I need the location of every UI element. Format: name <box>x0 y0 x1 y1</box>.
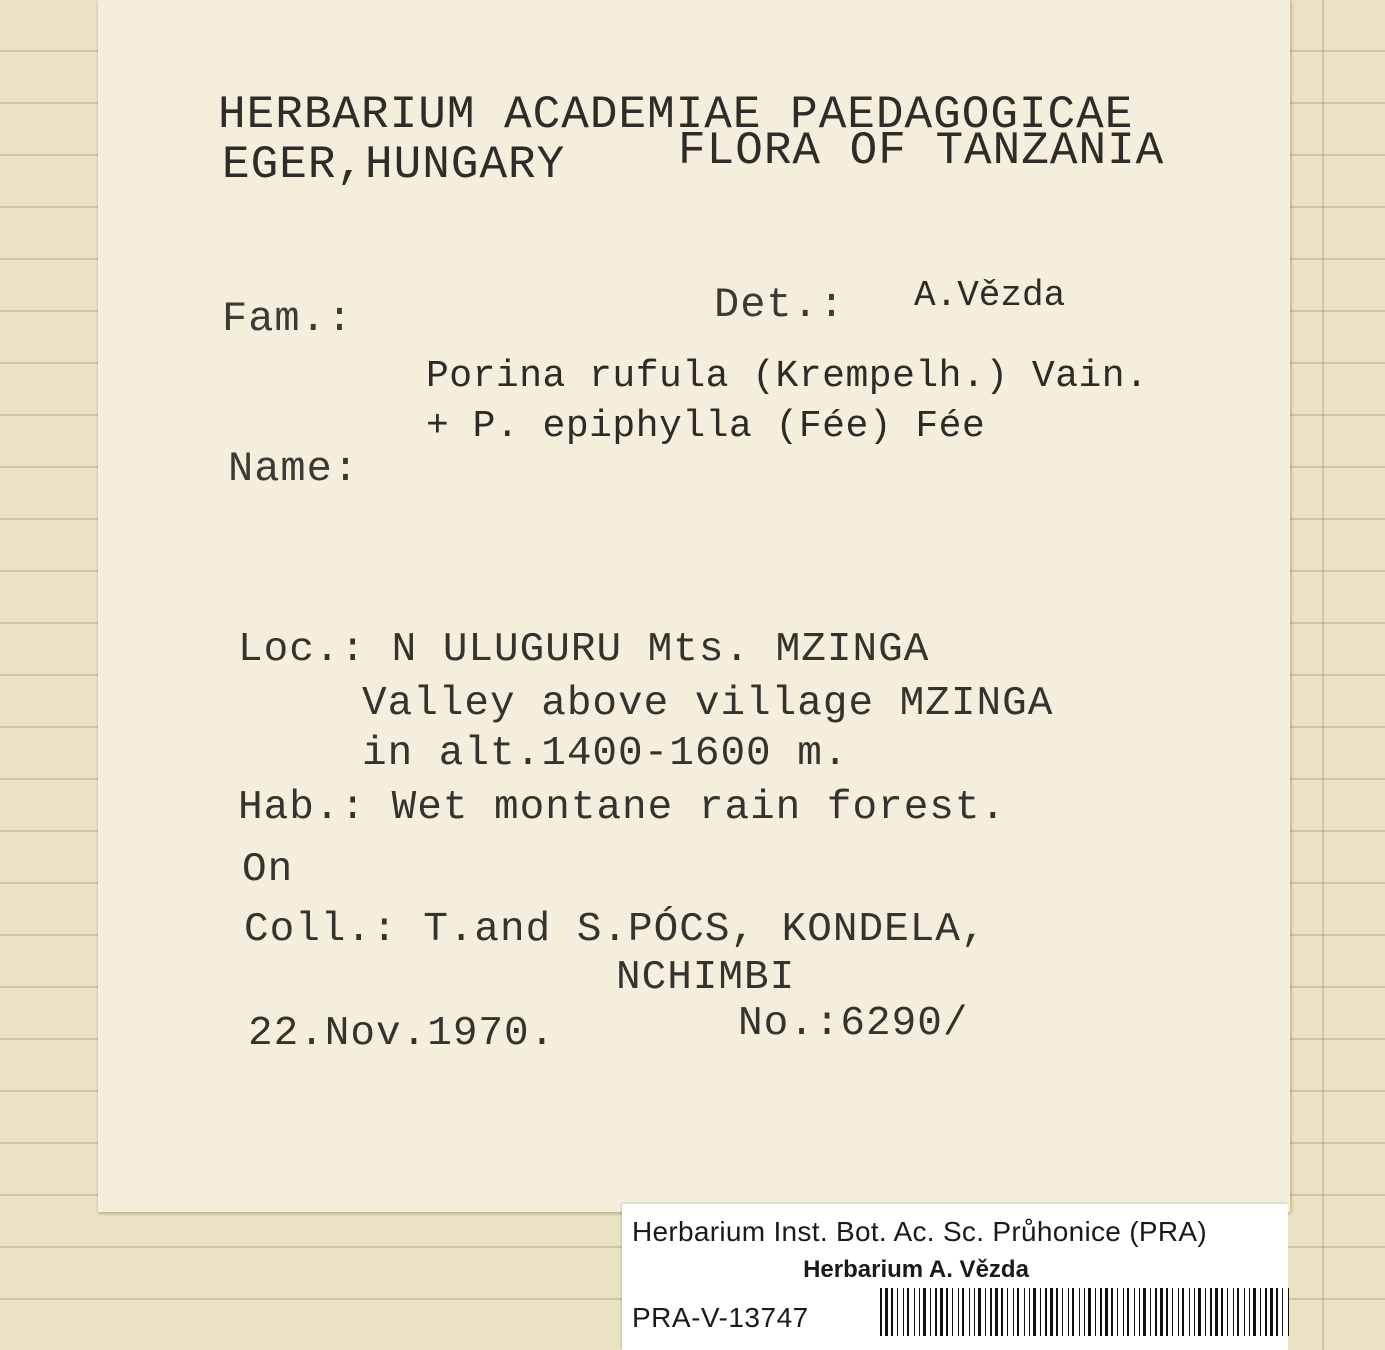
family-label: Fam.: <box>222 295 354 343</box>
species-name-primary: Porina rufula (Krempelh.) Vain. <box>426 355 1149 398</box>
sheet-rule-line <box>1322 0 1324 1350</box>
collection-number: No.:6290/ <box>738 1001 969 1047</box>
collection-date: 22.Nov.1970. <box>248 1011 556 1057</box>
herbarium-sticker <box>622 1204 1288 1350</box>
habitat-line: Hab.: Wet montane rain forest. <box>238 785 1007 831</box>
determiner-label: Det.: <box>714 281 846 329</box>
name-label: Name: <box>228 445 360 493</box>
locality-line2: Valley above village MZINGA <box>362 681 1054 727</box>
label-header-line1: HERBARIUM ACADEMIAE PAEDAGOGICAE <box>218 89 1134 141</box>
collectors-line1: Coll.: T.and S.PÓCS, KONDELA, <box>244 907 987 953</box>
specimen-label <box>98 0 1290 1212</box>
label-header-location: EGER,HUNGARY <box>222 139 566 191</box>
locality-line1: Loc.: N ULUGURU Mts. MZINGA <box>238 627 930 673</box>
sticker-collection: Herbarium A. Vězda <box>803 1256 1029 1283</box>
collectors-line2: NCHIMBI <box>616 955 796 1001</box>
substrate-line: On <box>242 847 294 893</box>
determiner-name: A.Vězda <box>914 275 1066 316</box>
species-name-secondary: + P. epiphylla (Fée) Fée <box>426 405 986 448</box>
locality-altitude: in alt.1400-1600 m. <box>362 731 849 777</box>
sticker-accession: PRA-V-13747 <box>632 1302 809 1333</box>
label-header-flora: FLORA OF TANZANIA <box>678 125 1165 177</box>
sticker-institution: Herbarium Inst. Bot. Ac. Sc. Průhonice (PRA) <box>632 1216 1207 1247</box>
barcode-icon <box>880 1288 1294 1336</box>
